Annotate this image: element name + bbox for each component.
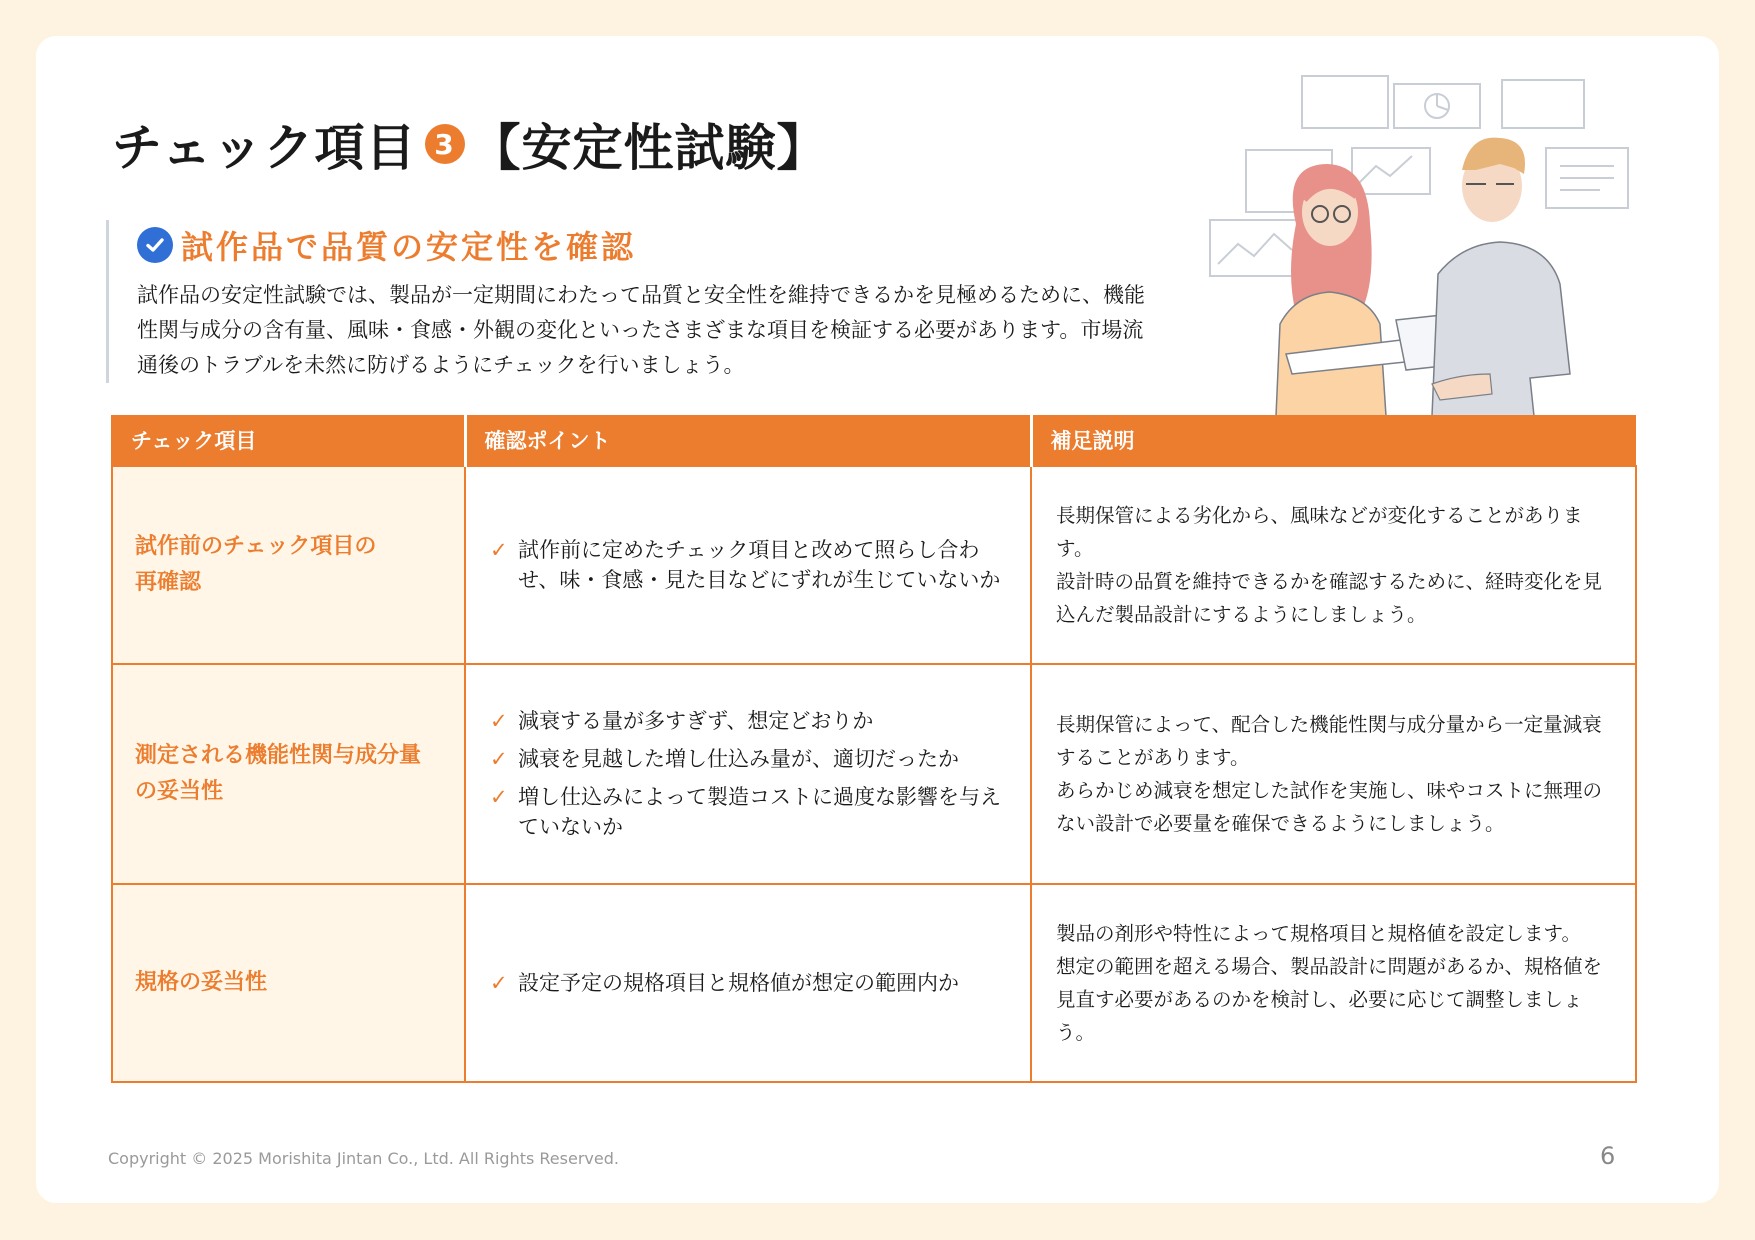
page-number: 6: [1600, 1142, 1616, 1170]
check-point-text: 設定予定の規格項目と規格値が想定の範囲内か: [518, 971, 959, 995]
table-header-row: [112, 415, 1636, 466]
note-text: 長期保管による劣化から、風味などが変化することがあります。: [1056, 504, 1583, 560]
row-points-cell: [465, 664, 1031, 884]
checkmark-icon: ✓: [490, 971, 508, 995]
subheading-text: 試作品で品質の安定性を確認: [181, 228, 637, 266]
number-badge: 3: [425, 124, 465, 164]
header-notes: 補足説明: [1031, 415, 1636, 466]
check-point: [490, 744, 1010, 774]
check-point: [490, 782, 1010, 842]
row-notes-cell: [1031, 466, 1636, 664]
subheading: [137, 220, 1187, 270]
checkmark-icon: ✓: [490, 538, 508, 562]
two-people-discussing-illustration: [1200, 74, 1640, 416]
table-row: [112, 664, 1636, 884]
row-item-line: 試作前のチェック項目の: [135, 534, 377, 559]
checkmark-icon: ✓: [490, 709, 508, 733]
note-text: 想定の範囲を超える場合、製品設計に問題があるか、規格値を見直す必要があるのかを検討し、必要に応じて調整しましょう。: [1056, 955, 1603, 1044]
row-points-cell: [465, 466, 1031, 664]
note-text: あらかじめ減衰を想定した試作を実施し、味やコストに無理のない設計で必要量を確保できるようにしましょう。: [1056, 779, 1603, 835]
check-point-text: 減衰する量が多すぎず、想定どおりか: [518, 709, 874, 733]
check-point: [490, 968, 1010, 998]
note-text: 製品の剤形や特性によって規格項目と規格値を設定します。: [1056, 922, 1581, 945]
row-item-cell: [112, 466, 465, 664]
table-row: [112, 466, 1636, 664]
table-row: [112, 884, 1636, 1082]
row-item-line: 規格の妥当性: [135, 970, 268, 995]
check-point-text: 試作前に定めたチェック項目と改めて照らし合わせ、味・食感・見た目などにずれが生じていないか: [518, 538, 1001, 592]
checkmark-icon: ✓: [490, 747, 508, 771]
check-point: [490, 706, 1010, 736]
row-notes-cell: [1031, 664, 1636, 884]
row-points-cell: [465, 884, 1031, 1082]
check-table: [111, 415, 1637, 1083]
copyright: Copyright © 2025 Morishita Jintan Co., Ltd. All Rights Reserved.: [108, 1149, 619, 1168]
check-point-text: 増し仕込みによって製造コストに過度な影響を与えていないか: [518, 785, 1001, 839]
title-suffix: 【安定性試験】: [470, 119, 828, 177]
checkmark-icon: ✓: [490, 785, 508, 809]
note-text: 長期保管によって、配合した機能性関与成分量から一定量減衰することがあります。: [1056, 713, 1602, 769]
header-check-item: チェック項目: [112, 415, 465, 466]
check-circle-icon: [137, 227, 173, 263]
page-title: [112, 108, 828, 180]
intro-section: [106, 220, 1187, 383]
note-text: 設計時の品質を維持できるかを確認するために、経時変化を見込んだ製品設計にするようにしましょう。: [1056, 570, 1603, 626]
header-confirm-point: 確認ポイント: [465, 415, 1031, 466]
check-point-text: 減衰を見越した増し仕込み量が、適切だったか: [518, 747, 959, 771]
row-item-line: 再確認: [135, 570, 202, 595]
title-prefix: チェック項目: [112, 119, 417, 177]
row-item-cell: [112, 884, 465, 1082]
row-item-line: 測定される機能性関与成分量: [135, 743, 422, 768]
intro-text: 試作品の安定性試験では、製品が一定期間にわたって品質と安全性を維持できるかを見極めるために、機能性関与成分の含有量、風味・食感・外観の変化といったさまざまな項目を検証する必要があります。市場流通後のトラブルを未然に防げるようにチェックを行いましょう。: [137, 283, 1145, 377]
check-point: [490, 535, 1010, 595]
row-notes-cell: [1031, 884, 1636, 1082]
row-item-line: の妥当性: [135, 779, 224, 804]
row-item-cell: [112, 664, 465, 884]
